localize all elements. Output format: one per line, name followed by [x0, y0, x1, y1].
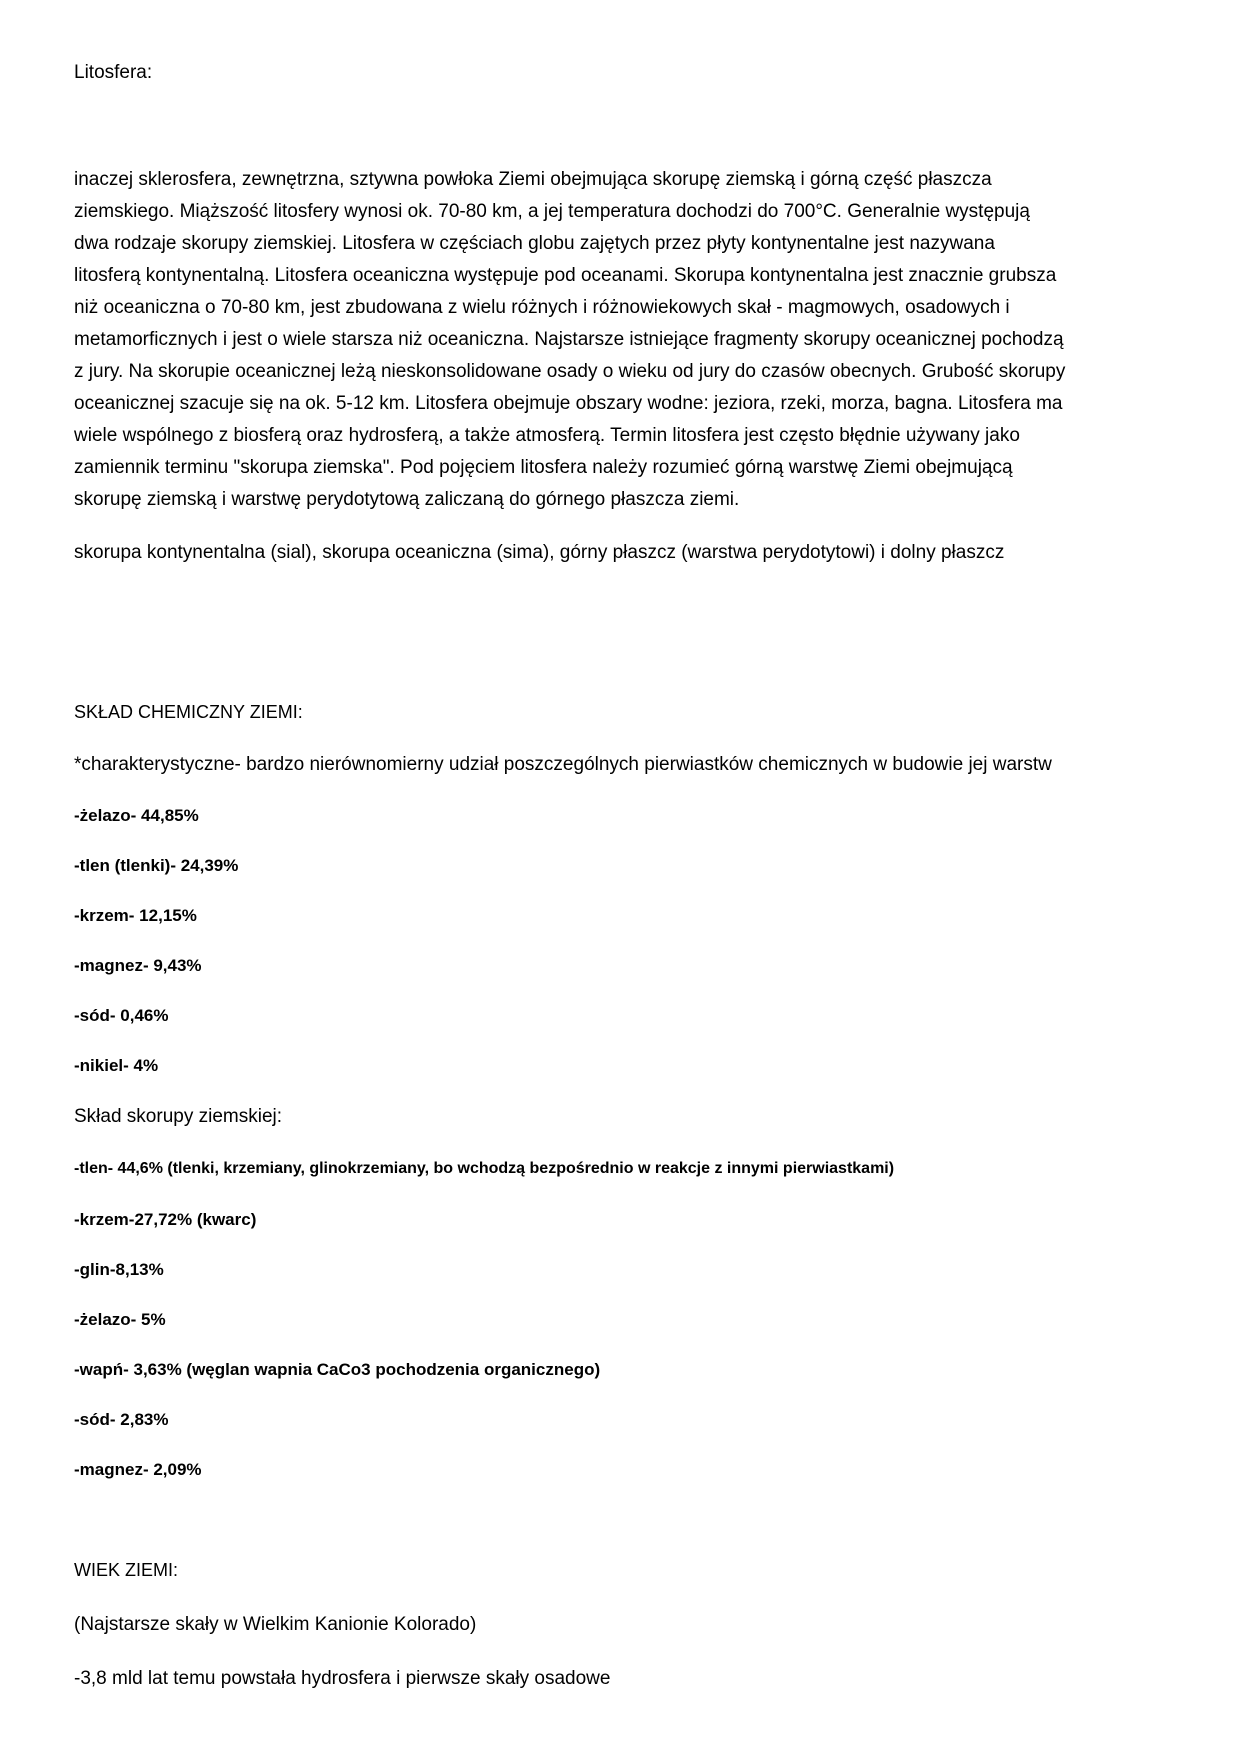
earth-element-item: -nikiel- 4%	[74, 1056, 159, 1075]
heading-sklad-chemiczny: SKŁAD CHEMICZNY ZIEMI:	[74, 702, 303, 722]
paragraph-line: wiele wspólnego z biosferą oraz hydrosferą, a także atmosferą. Termin litosfera jest często błędnie używany jako	[74, 425, 1020, 446]
paragraph-line: litosferą kontynentalną. Litosfera oceaniczna występuje pod oceanami. Skorupa kontynentalna jest znacznie grubsza	[74, 265, 1057, 286]
crust-element-item: -tlen- 44,6% (tlenki, krzemiany, glinokrzemiany, bo wchodzą bezpośrednio w reakcje z innymi pierwiastkami)	[74, 1160, 895, 1177]
crust-element-item: -wapń- 3,63% (węglan wapnia CaCo3 pochodzenia organicznego)	[74, 1360, 601, 1379]
paragraph-line: skorupę ziemską i warstwę perydotytową zaliczaną do górnego płaszcza ziemi.	[74, 489, 740, 510]
paragraph-line: niż oceaniczna o 70-80 km, jest zbudowana z wielu różnych i różnowiekowych skał - magmowych, osadowych i	[74, 297, 1010, 318]
paragraph-line: z jury. Na skorupie oceanicznej leżą nieskonsolidowane osady o wieku od jury do czasów obecnych. Grubość skorupy	[74, 361, 1066, 382]
crust-element-item: -sód- 2,83%	[74, 1410, 169, 1429]
layers-line: skorupa kontynentalna (sial), skorupa oceaniczna (sima), górny płaszcz (warstwa perydotytowi) i dolny płaszcz	[74, 542, 1005, 563]
heading-litosfera: Litosfera:	[74, 62, 153, 83]
crust-element-item: -krzem-27,72% (kwarc)	[74, 1210, 257, 1229]
litosfera-paragraph	[74, 164, 1174, 516]
crust-element-item: -żelazo- 5%	[74, 1310, 166, 1329]
earth-element-item: -żelazo- 44,85%	[74, 806, 199, 825]
sklad-intro: *charakterystyczne- bardzo nierównomierny udział poszczególnych pierwiastków chemicznych w budowie jej warstw	[74, 754, 1052, 775]
paragraph-line: metamorficznych i jest o wiele starsza niż oceaniczna. Najstarsze istniejące fragmenty skorupy oceanicznej pochodzą	[74, 329, 1064, 350]
earth-element-item: -krzem- 12,15%	[74, 906, 197, 925]
wiek-item: -3,8 mld lat temu powstała hydrosfera i pierwsze skały osadowe	[74, 1668, 611, 1689]
paragraph-line: oceanicznej szacuje się na ok. 5-12 km. Litosfera obejmuje obszary wodne: jeziora, rzeki, morza, bagna. Litosfera ma	[74, 393, 1063, 414]
paragraph-line: inaczej sklerosfera, zewnętrzna, sztywna powłoka Ziemi obejmująca skorupę ziemską i górną część płaszcza	[74, 169, 992, 190]
paragraph-line: ziemskiego. Miąższość litosfery wynosi ok. 70-80 km, a jej temperatura dochodzi do 700°C. Generalnie występują	[74, 201, 1030, 222]
crust-element-item: -glin-8,13%	[74, 1260, 164, 1279]
wiek-note: (Najstarsze skały w Wielkim Kanionie Kolorado)	[74, 1614, 477, 1635]
paragraph-line: zamiennik terminu "skorupa ziemska". Pod pojęciem litosfera należy rozumieć górną warstwę Ziemi obejmującą	[74, 457, 1013, 478]
crust-element-item: -magnez- 2,09%	[74, 1460, 202, 1479]
heading-wiek-ziemi: WIEK ZIEMI:	[74, 1560, 179, 1580]
paragraph-line: dwa rodzaje skorupy ziemskiej. Litosfera w częściach globu zajętych przez płyty kontynentalne jest nazywana	[74, 233, 995, 254]
earth-element-item: -tlen (tlenki)- 24,39%	[74, 856, 239, 875]
heading-sklad-skorupy: Skład skorupy ziemskiej:	[74, 1106, 283, 1127]
earth-element-item: -sód- 0,46%	[74, 1006, 169, 1025]
earth-element-item: -magnez- 9,43%	[74, 956, 202, 975]
